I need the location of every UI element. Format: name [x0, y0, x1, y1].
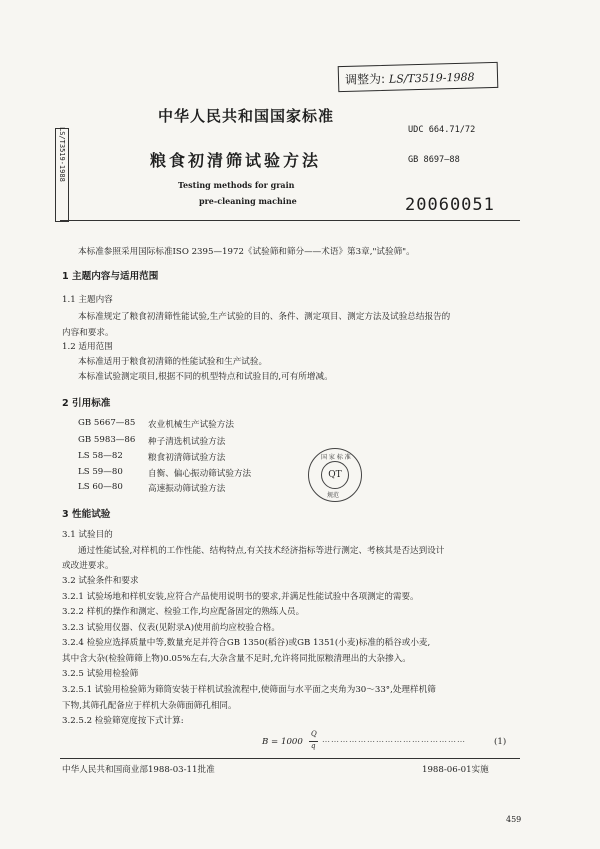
section-3-1-line2: 或改进要求。	[62, 561, 114, 571]
section-3-1-line1: 通过性能试验,对样机的工作性能、结构特点,有关技术经济指标等进行测定、考核其是否达到设计	[78, 546, 445, 556]
clause-3-2-2: 3.2.2 样机的操作和测定、检验工作,均应配备固定的熟练人员。	[62, 607, 305, 617]
effective-date: 1988-06-01实施	[422, 765, 489, 775]
section-3-2-5-title: 3.2.5 试验用检验筛	[62, 669, 139, 679]
adjustment-stamp	[338, 62, 499, 92]
ref-code: LS 58—82	[78, 451, 123, 461]
gb-number: GB 8697—88	[408, 155, 460, 165]
clause-3-2-5-1-line2: 下物,其筛孔配备应于样机大杂筛面筛孔相同。	[62, 701, 237, 711]
section-1-2-title: 1.2 适用范围	[62, 342, 113, 352]
side-code: LS/T3519-1988	[58, 127, 66, 182]
section-1-title: 1 主题内容与适用范围	[62, 271, 159, 282]
section-3-title: 3 性能试验	[62, 509, 111, 520]
section-1-1-line2: 内容和要求。	[62, 328, 114, 338]
clause-3-2-4-line1: 3.2.4 检验应选择质量中等,数量充足并符合GB 1350(稻谷)或GB 1351(小麦)标准的稻谷或小麦,	[62, 638, 431, 648]
clause-3-2-5-2: 3.2.5.2 检验筛宽度按下式计算:	[62, 716, 184, 726]
ref-name: 农业机械生产试验方法	[148, 420, 234, 430]
ref-code: LS 59—80	[78, 467, 123, 477]
ref-code: GB 5983—86	[78, 435, 136, 445]
section-1-1-title: 1.1 主题内容	[62, 295, 113, 305]
side-code-box	[55, 128, 69, 222]
inspection-seal	[308, 448, 362, 502]
formula-lhs: B = 1000	[262, 737, 303, 747]
page-number: 459	[506, 815, 522, 824]
seal-center: QT	[321, 461, 349, 489]
udc-code: UDC 664.71/72	[408, 125, 476, 135]
section-1-2-line1: 本标准适用于粮食初清筛的性能试验和生产试验。	[78, 357, 268, 367]
national-standard-title: 中华人民共和国国家标准	[158, 107, 335, 125]
footer-rule	[60, 758, 520, 759]
seal-arc-top: 国 家 标 准	[321, 454, 351, 461]
clause-3-2-4-line2: 其中含大杂(检验筛筛上物)0.05%左右,大杂含量不足时,允许将同批原粮清理出的大杂掺入。	[62, 654, 411, 664]
english-title-line1: Testing methods for grain	[178, 180, 295, 190]
seal-arc-bottom: 规范	[327, 492, 340, 499]
formula-dotted-leader: …………………………………………	[322, 735, 466, 744]
formula-numerator: Q	[311, 730, 317, 738]
ref-code: LS 60—80	[78, 482, 123, 492]
english-title-line2: pre-cleaning machine	[199, 196, 297, 206]
ref-name: 高速振动筛试验方法	[148, 484, 226, 494]
approval-statement: 中华人民共和国商业部1988-03-11批准	[62, 765, 215, 775]
section-1-2-line2: 本标准试验测定项目,根据不同的机型特点和试验目的,可有所增减。	[78, 372, 333, 382]
ref-name: 种子清选机试验方法	[148, 437, 226, 447]
formula-denominator: q	[311, 742, 316, 750]
formula-number: (1)	[494, 737, 507, 747]
header-rule	[60, 220, 520, 221]
clause-3-2-1: 3.2.1 试验场地和样机安装,应符合产品使用说明书的要求,并满足性能试验中各项测定的需要。	[62, 592, 419, 602]
adjust-value: LS/T3519-1988	[388, 70, 475, 86]
ref-code: GB 5667—85	[78, 418, 136, 428]
adjust-label: 调整为:	[344, 71, 386, 87]
section-3-1-title: 3.1 试验目的	[62, 530, 113, 540]
section-3-2-title: 3.2 试验条件和要求	[62, 576, 139, 586]
ref-name: 粮食初清筛试验方法	[148, 453, 226, 463]
clause-3-2-5-1-line1: 3.2.5.1 试验用检验筛为筛筒安装于样机试验流程中,使筛面与水平面之夹角为30～33°,处理样机筛	[62, 685, 436, 695]
serial-number: 20060051	[405, 195, 495, 215]
clause-3-2-3: 3.2.3 试验用仪器、仪表(见附录A)使用前均应校验合格。	[62, 623, 280, 633]
intro-text: 本标准参照采用国际标准ISO 2395—1972《试验筛和筛分——术语》第3章,"试验筛"。	[78, 247, 415, 257]
ref-name: 自衡、偏心振动筛试验方法	[148, 469, 252, 479]
document-title: 粮食初清筛试验方法	[150, 151, 322, 170]
section-1-1-line1: 本标准规定了粮食初清筛性能试验,生产试验的目的、条件、测定项目、测定方法及试验总结报告的	[78, 312, 451, 322]
section-2-title: 2 引用标准	[62, 398, 111, 409]
